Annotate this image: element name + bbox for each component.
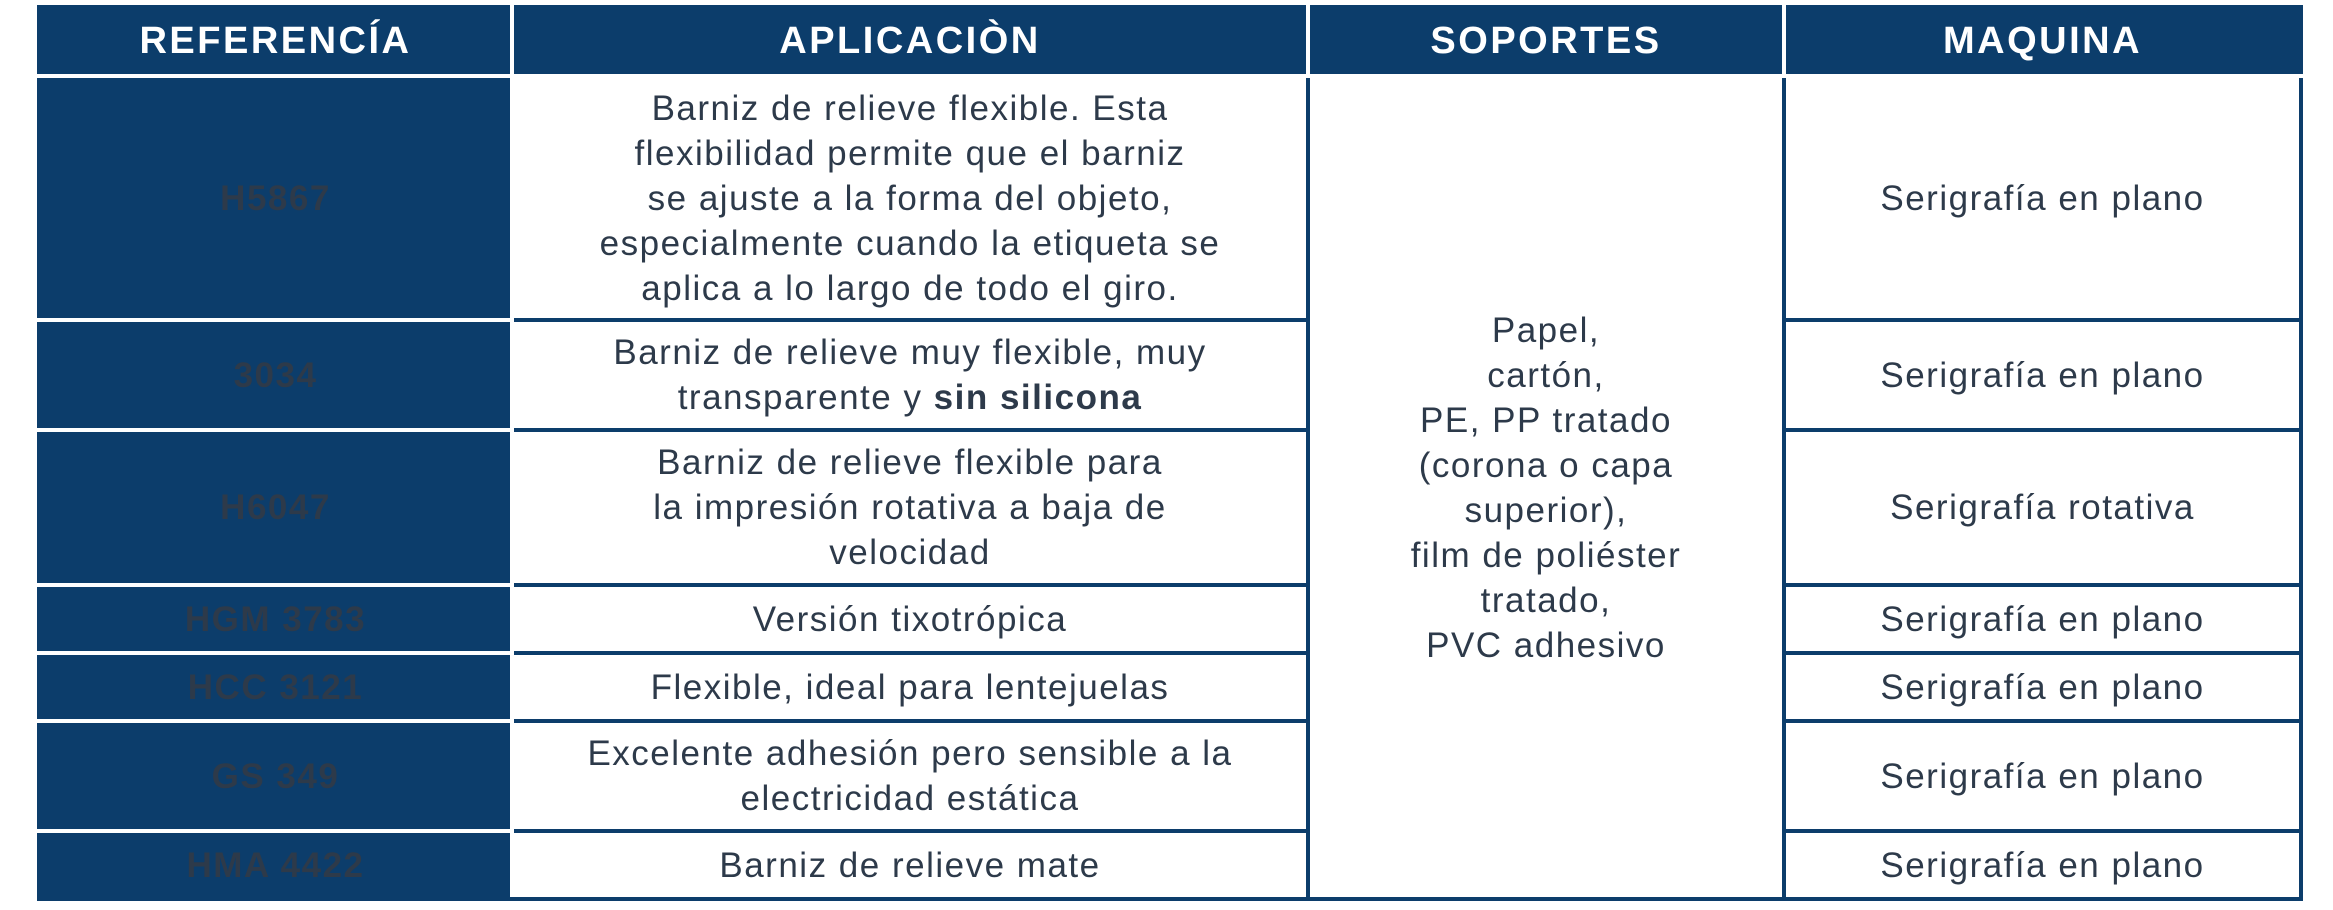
reference-cell: HCC 3121	[39, 653, 512, 721]
machine-cell: Serigrafía en plano	[1784, 76, 2301, 320]
reference-cell: H6047	[39, 430, 512, 585]
header-row	[39, 7, 2301, 76]
header-soportes: SOPORTES	[1308, 7, 1784, 76]
table-row	[39, 76, 2301, 320]
application-line: Excelente adhesión pero sensible a la	[587, 734, 1233, 773]
machine-cell: Serigrafía en plano	[1784, 653, 2301, 721]
soportes-line: (corona o capa	[1418, 445, 1674, 485]
table-row	[39, 653, 2301, 721]
application-bold-text: sin silicona	[933, 378, 1143, 417]
reference-cell: H5867	[39, 76, 512, 320]
machine-cell: Serigrafía en plano	[1784, 831, 2301, 899]
reference-cell: HGM 3783	[39, 585, 512, 653]
application-line: aplica a lo largo de todo el giro.	[641, 268, 1179, 308]
soportes-line: cartón,	[1487, 355, 1605, 395]
table-row	[39, 430, 2301, 585]
application-cell: Barniz de relieve mate	[512, 831, 1308, 899]
application-cell	[512, 320, 1308, 430]
product-spec-table	[37, 5, 2303, 901]
soportes-line: PVC adhesivo	[1426, 625, 1666, 665]
reference-cell: HMA 4422	[39, 831, 512, 899]
machine-cell: Serigrafía en plano	[1784, 721, 2301, 831]
table-row	[39, 585, 2301, 653]
application-line: se ajuste a la forma del objeto,	[647, 178, 1173, 218]
reference-cell: 3034	[39, 320, 512, 430]
machine-cell: Serigrafía en plano	[1784, 585, 2301, 653]
application-line	[522, 375, 1298, 420]
application-cell	[512, 76, 1308, 320]
soportes-line: Papel,	[1491, 310, 1601, 350]
table-row	[39, 320, 2301, 430]
application-line: Barniz de relieve flexible. Esta	[651, 88, 1169, 128]
application-line: electricidad estática	[740, 779, 1080, 818]
header-referencia: REFERENCÍA	[39, 7, 512, 76]
application-cell: Flexible, ideal para lentejuelas	[512, 653, 1308, 721]
application-line: velocidad	[829, 533, 991, 572]
application-cell	[512, 430, 1308, 585]
soportes-line: superior),	[1464, 490, 1628, 530]
soportes-cell	[1308, 76, 1784, 899]
application-line: Barniz de relieve muy flexible, muy	[613, 333, 1207, 372]
application-text: transparente y	[677, 378, 934, 417]
soportes-line: film de poliéster	[1410, 535, 1682, 575]
application-line: flexibilidad permite que el barniz	[634, 133, 1186, 173]
application-line: Barniz de relieve flexible para	[657, 443, 1163, 482]
header-aplicacion: APLICACIÒN	[512, 7, 1308, 76]
application-line: la impresión rotativa a baja de	[653, 488, 1167, 527]
soportes-line: tratado,	[1480, 580, 1612, 620]
header-maquina: MAQUINA	[1784, 7, 2301, 76]
machine-cell: Serigrafía en plano	[1784, 320, 2301, 430]
table-row	[39, 831, 2301, 899]
soportes-line: PE, PP tratado	[1420, 400, 1672, 440]
application-cell: Versión tixotrópica	[512, 585, 1308, 653]
application-line: especialmente cuando la etiqueta se	[599, 223, 1221, 263]
application-cell	[512, 721, 1308, 831]
product-table-container	[37, 5, 2299, 901]
machine-cell: Serigrafía rotativa	[1784, 430, 2301, 585]
reference-cell: GS 349	[39, 721, 512, 831]
table-row	[39, 721, 2301, 831]
